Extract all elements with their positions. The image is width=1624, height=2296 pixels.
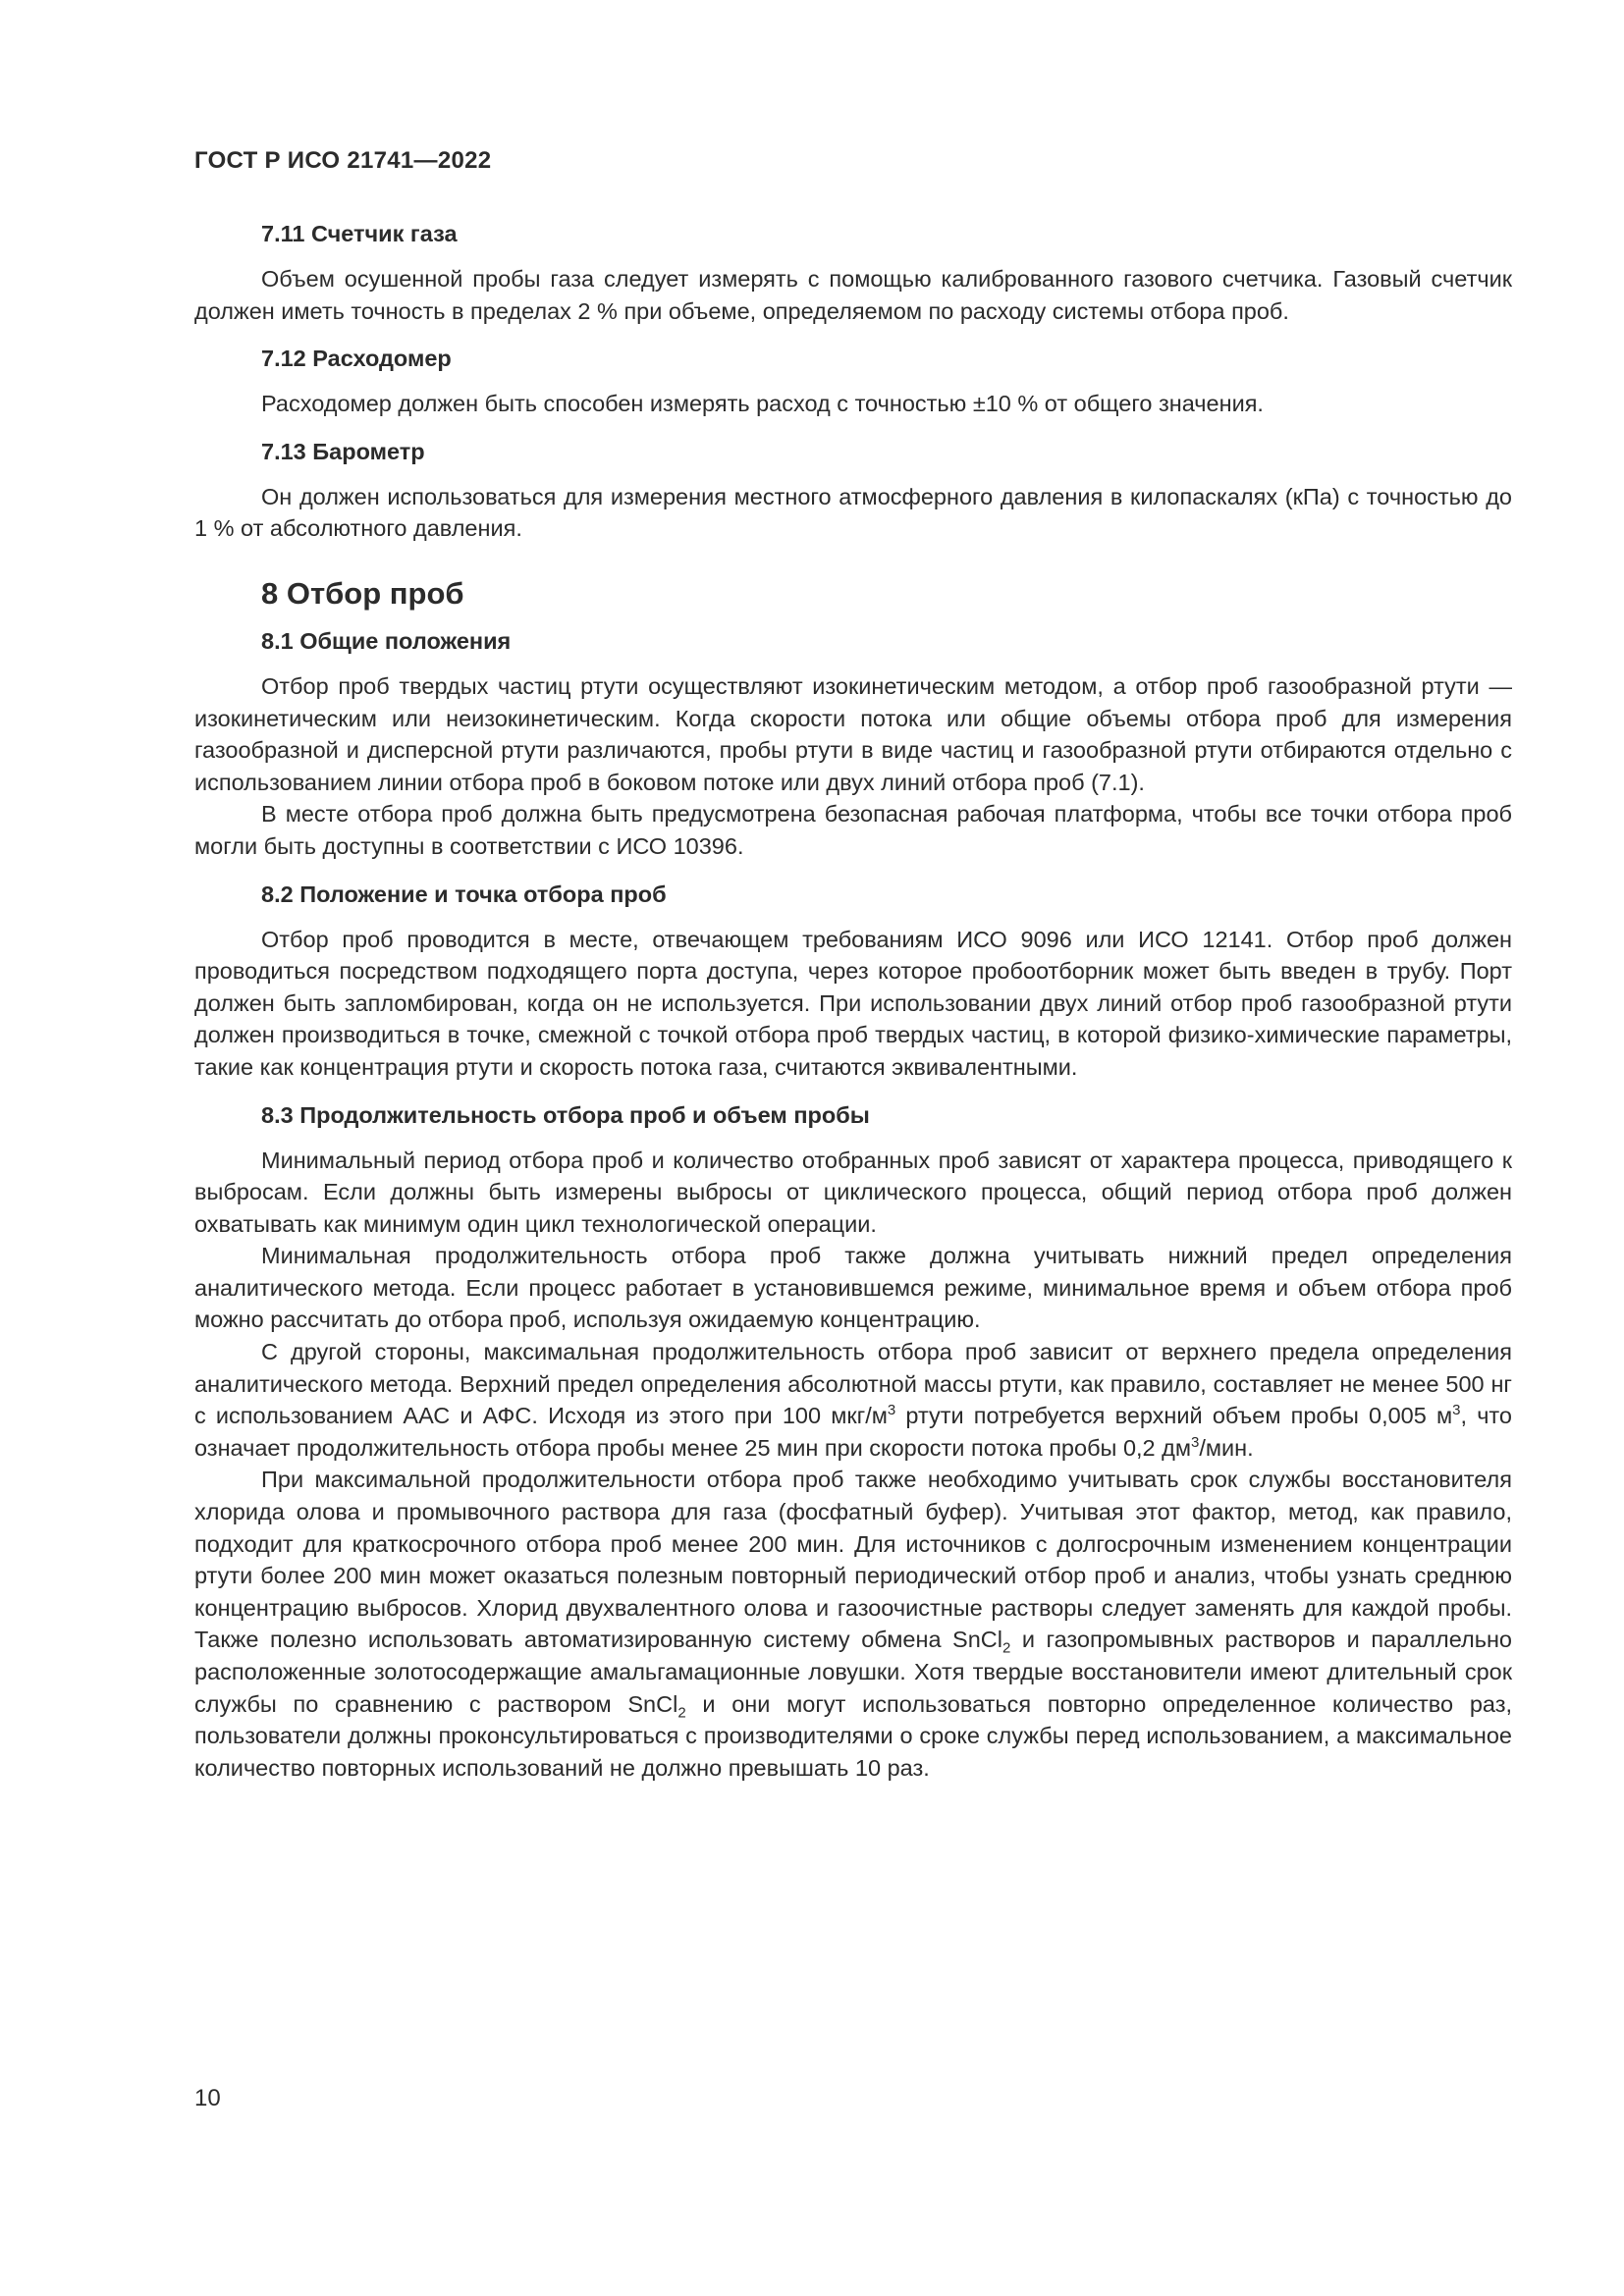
page-number: 10 bbox=[194, 2085, 221, 2111]
p3-superscript-2: 3 bbox=[1452, 1402, 1461, 1419]
p3-text-c: , что означает продолжительность отбора пробы менее 25 мин при скорости потока пробы 0,2 дм bbox=[194, 1403, 1513, 1461]
p4-subscript-2: 2 bbox=[677, 1704, 686, 1722]
section-8-title: 8 Отбор проб bbox=[261, 575, 464, 611]
page-content bbox=[194, 218, 1512, 1784]
clause-8-1-paragraph-1: Отбор проб твердых частиц ртути осуществляют изокинетическим методом, а отбор проб газообразной ртути — изокинетическим или неизокинетическим. Когда скорости потока или общие объемы отбора проб для измерения газообразной и дисперсной ртути различаются, пробы ртути в виде частиц и газообразной ртути отбираются отдельно с использованием линии отбора проб в боковом потоке или двух линий отбора проб (7.1). bbox=[194, 672, 1512, 795]
clause-8-3-paragraph-3 bbox=[194, 1336, 1512, 1464]
clause-8-2-paragraph: Отбор проб проводится в месте, отвечающем требованиям ИСО 9096 или ИСО 12141. Отбор проб должен проводиться посредством подходящего порта доступа, через которое пробоотборник может быть введен в трубу. Порт должен быть запломбирован, когда он не используется. При использовании двух линий отбор проб газообразной ртути должен производиться в точке, смежной с точкой отбора проб твердых частиц, в которой физико-химические параметры, такие как концентрация ртути и скорость потока газа, считаются эквивалентными. bbox=[194, 926, 1512, 1080]
clause-7-13-paragraph: Он должен использоваться для измерения местного атмосферного давления в килопаскалях (кПа) с точностью до 1 % от абсолютного давления. bbox=[194, 483, 1512, 542]
clause-8-3-title: 8.3 Продолжительность отбора проб и объем пробы bbox=[261, 1101, 870, 1128]
p3-text-d: /мин. bbox=[1199, 1434, 1254, 1461]
p3-superscript-1: 3 bbox=[887, 1402, 896, 1419]
clause-7-11-paragraph: Объем осушенной пробы газа следует измерять с помощью калиброванного газового счетчика. Газовый счетчик должен иметь точность в пределах 2 % при объеме, определяемом по расходу системы отбора проб. bbox=[194, 266, 1512, 324]
clause-7-12-title: 7.12 Расходомер bbox=[261, 346, 452, 372]
p3-text-a: С другой стороны, максимальная продолжительность отбора проб зависит от верхнего предела определения аналитического метода. Верхний предел определения абсолютной массы ртути, как правило, составляет не менее 500 нг с использованием ААС и АФС. Исходя из этого при 100 мкг/м bbox=[194, 1339, 1512, 1429]
p3-text-b: ртути потребуется верхний объем пробы 0,005 м bbox=[895, 1403, 1453, 1429]
clause-8-3-paragraph-2: Минимальная продолжительность отбора проб также должна учитывать нижний предел определения аналитического метода. Если процесс работает в установившемся режиме, минимальное время и объем отбора проб можно рассчитать до отбора проб, используя ожидаемую концентрацию. bbox=[194, 1243, 1512, 1333]
p4-subscript-1: 2 bbox=[1002, 1640, 1011, 1658]
document-id-header: ГОСТ Р ИСО 21741—2022 bbox=[194, 147, 492, 174]
clause-7-13-title: 7.13 Барометр bbox=[261, 438, 425, 464]
clause-8-3-paragraph-1: Минимальный период отбора проб и количество отобранных проб зависят от характера процесса, приводящего к выбросам. Если должны быть измерены выбросы от циклического процесса, общий период отбора проб должен охватывать как минимум один цикл технологической операции. bbox=[194, 1147, 1512, 1237]
p3-superscript-3: 3 bbox=[1191, 1434, 1200, 1452]
clause-7-12-paragraph: Расходомер должен быть способен измерять расход с точностью ±10 % от общего значения. bbox=[261, 391, 1264, 417]
p4-text-a: При максимальной продолжительности отбора проб также необходимо учитывать срок службы восстановителя хлорида олова и промывочного раствора для газа (фосфатный буфер). Учитывая этот фактор, метод, как правило, подходит для краткосрочного отбора проб менее 200 мин. Для источников с долгосрочным изменением концентрации ртути более 200 мин может оказаться полезным повторный периодический отбор проб и анализ, чтобы узнать среднюю концентрацию выбросов. Хлорид двухвалентного олова и газоочистные растворы следует заменять для каждой пробы. Также полезно использовать автоматизированную систему обмена SnCl bbox=[194, 1467, 1512, 1653]
clause-8-2-title: 8.2 Положение и точка отбора проб bbox=[261, 881, 667, 907]
clause-8-3-paragraph-4 bbox=[194, 1464, 1512, 1784]
p4-text-c: и они могут использоваться повторно определенное количество раз, пользователи должны проконсультироваться с производителями о сроке службы перед использованием, а максимальное количество повторных использований не должно превышать 10 раз. bbox=[194, 1690, 1512, 1781]
clause-8-1-title: 8.1 Общие положения bbox=[261, 627, 512, 654]
p4-text-b: и газопромывных растворов и параллельно расположенные золотосодержащие амальгамационные ловушки. Хотя твердые восстановители имеют длительный срок службы по сравнению с раствором SnCl bbox=[194, 1627, 1512, 1717]
clause-8-1-paragraph-2: В месте отбора проб должна быть предусмотрена безопасная рабочая платформа, чтобы все точки отбора проб могли быть доступны в соответствии с ИСО 10396. bbox=[194, 801, 1512, 859]
clause-7-11-title: 7.11 Счетчик газа bbox=[261, 221, 458, 246]
